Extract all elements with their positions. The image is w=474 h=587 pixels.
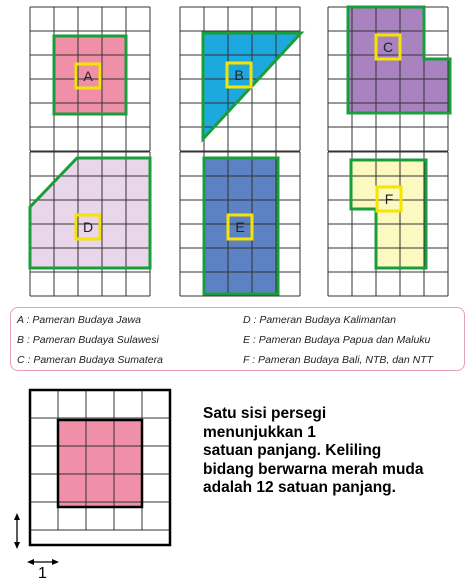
shape-e-label: E (235, 219, 245, 235)
shape-c-label: C (382, 39, 394, 55)
description-line: adalah 12 satuan panjang. (203, 479, 396, 496)
description-line: menunjukkan 1 (203, 423, 316, 441)
shape-b-label: B (234, 67, 244, 83)
shape-f-label: F (384, 191, 394, 207)
description-line: Satu sisi persegi (203, 405, 327, 422)
example-pink-fill (58, 420, 142, 507)
legend-item-d: D : Pameran Budaya Kalimantan (243, 314, 396, 326)
horizontal-arrow-head (52, 559, 59, 565)
description-line: satuan panjang. Keliling (203, 442, 382, 459)
legend-box (10, 307, 465, 371)
legend-item-a: A : Pameran Budaya Jawa (17, 314, 141, 326)
legend-item-f: F : Pameran Budaya Bali, NTB, dan NTT (243, 354, 434, 366)
shape-d-fill (30, 158, 150, 268)
legend-item-c: C : Pameran Budaya Sumatera (17, 354, 163, 366)
legend-item-b: B : Pameran Budaya Sulawesi (17, 334, 159, 346)
shape-a-label: A (83, 68, 93, 84)
shape-d-label: D (82, 219, 94, 235)
horizontal-arrow-head (27, 559, 34, 565)
vertical-arrow-head (14, 542, 20, 549)
legend-item-e: E : Pameran Budaya Papua dan Maluku (243, 334, 431, 346)
description-line: bidang berwarna merah muda (203, 460, 424, 478)
unit-length-label: 1 (38, 565, 47, 582)
description-text (203, 405, 468, 498)
vertical-arrow-head (14, 513, 20, 520)
